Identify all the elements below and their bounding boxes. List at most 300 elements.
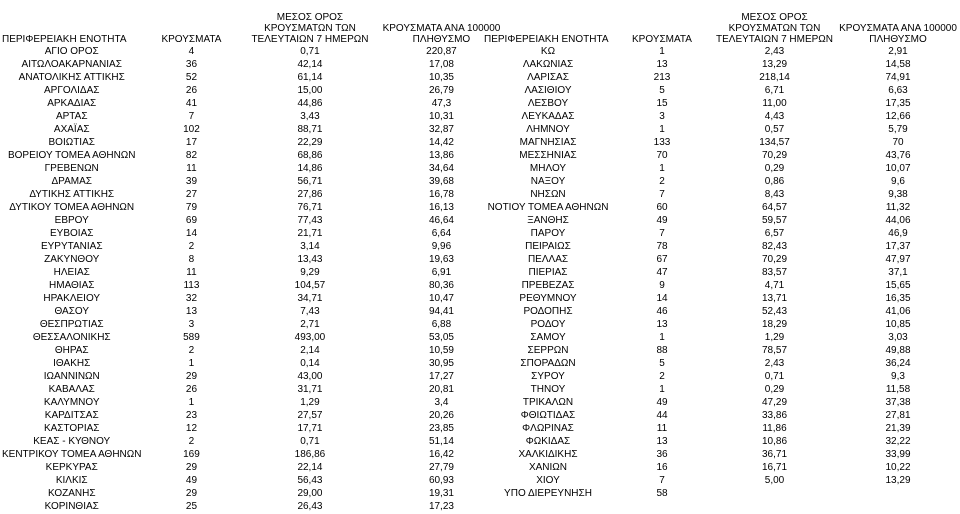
- avg7-cell: 8,43: [764, 189, 785, 200]
- per100k-cell: 15,65: [885, 280, 911, 291]
- cases-cell: 2: [659, 176, 665, 187]
- avg7-cell: 2,43: [764, 46, 785, 57]
- region-cell: ΛΑΚΩΝΙΑΣ: [522, 59, 574, 70]
- region-cell: ΝΗΣΩΝ: [530, 189, 566, 200]
- header-per100k: ΚΡΟΥΣΜΑΤΑ ΑΝΑ 100000 ΠΛΗΘΥΣΜΟ: [839, 23, 957, 45]
- cases-cell: 15: [656, 98, 668, 109]
- table-row: [2, 448, 504, 461]
- table-row: [2, 279, 504, 292]
- cases-cell: 49: [656, 397, 668, 408]
- per100k-cell: 10,59: [428, 345, 454, 356]
- cases-cell: 1: [659, 124, 665, 135]
- per100k-cell: 13,29: [885, 475, 911, 486]
- avg7-cell: 22,29: [297, 137, 323, 148]
- cases-cell: 2: [188, 345, 195, 356]
- table-row: [2, 45, 504, 58]
- region-cell: ΤΗΝΟΥ: [530, 384, 566, 395]
- cases-cell: 13: [656, 59, 668, 70]
- avg7-cell: 26,43: [297, 501, 323, 512]
- region-cell: ΜΗΛΟΥ: [529, 163, 567, 174]
- table-row: [484, 305, 959, 318]
- region-cell: ΚΑΒΑΛΑΣ: [48, 384, 95, 395]
- cases-cell: 60: [656, 202, 668, 213]
- cases-cell: 46: [656, 306, 668, 317]
- table-row: [484, 383, 959, 396]
- avg7-cell: 47,29: [761, 397, 788, 408]
- cases-cell: 82: [185, 150, 198, 161]
- table-row: [2, 201, 504, 214]
- table-row: [2, 357, 504, 370]
- per100k-cell: 23,85: [428, 423, 454, 434]
- per100k-cell: 20,26: [428, 410, 454, 421]
- avg7-cell: 0,71: [300, 436, 320, 447]
- per100k-cell: 80,36: [428, 280, 454, 291]
- avg7-cell: 2,43: [764, 358, 785, 369]
- per100k-cell: 33,99: [885, 449, 911, 460]
- region-cell: ΑΓΙΟ ΟΡΟΣ: [44, 46, 99, 57]
- region-cell: ΙΩΑΝΝΙΝΩΝ: [43, 371, 100, 382]
- region-cell: ΚΑΣΤΟΡΙΑΣ: [43, 423, 100, 434]
- per100k-cell: 27,79: [428, 462, 454, 473]
- cases-cell: 13: [656, 319, 668, 330]
- table-row: [2, 409, 504, 422]
- per100k-cell: 32,87: [428, 124, 454, 135]
- cases-cell: 36: [185, 59, 198, 70]
- avg7-cell: 0,14: [300, 358, 320, 369]
- region-cell: ΝΟΤΙΟΥ ΤΟΜΕΑ ΑΘΗΝΩΝ: [487, 202, 609, 213]
- avg7-cell: 2,71: [300, 319, 320, 330]
- table-row: [2, 344, 504, 357]
- per100k-cell: 17,37: [885, 241, 911, 252]
- per100k-cell: 41,06: [885, 306, 911, 317]
- region-cell: ΖΑΚΥΝΘΟΥ: [44, 254, 100, 265]
- cases-cell: 49: [185, 475, 198, 486]
- avg7-cell: 21,71: [297, 228, 323, 239]
- per100k-cell: 14,58: [885, 59, 911, 70]
- cases-cell: 17: [185, 137, 198, 148]
- table-row: [2, 162, 504, 175]
- avg7-cell: 3,43: [300, 111, 320, 122]
- cases-cell: 12: [185, 423, 198, 434]
- per100k-cell: 9,96: [431, 241, 452, 252]
- cases-cell: 7: [659, 228, 665, 239]
- region-cell: ΚΩ: [540, 46, 556, 57]
- per100k-cell: 20,81: [428, 384, 454, 395]
- avg7-cell: 104,57: [294, 280, 326, 291]
- cases-cell: 67: [656, 254, 668, 265]
- per100k-cell: 51,14: [428, 436, 454, 447]
- avg7-cell: 27,86: [297, 189, 323, 200]
- avg7-cell: 88,71: [297, 124, 323, 135]
- per100k-cell: 32,22: [885, 436, 911, 447]
- avg7-cell: 0,86: [764, 176, 785, 187]
- table-body-left: [2, 45, 504, 513]
- region-cell: ΣΕΡΡΩΝ: [527, 345, 569, 356]
- table-row: [484, 162, 959, 175]
- header-row: [484, 4, 959, 45]
- cases-cell: 47: [656, 267, 668, 278]
- region-cell: ΔΥΤΙΚΗΣ ΑΤΤΙΚΗΣ: [29, 189, 115, 200]
- table-row: [2, 149, 504, 162]
- region-cell: ΚΑΡΔΙΤΣΑΣ: [44, 410, 99, 421]
- table-row: [484, 97, 959, 110]
- table-row: [2, 292, 504, 305]
- avg7-cell: 14,86: [297, 163, 323, 174]
- table-row: [484, 370, 959, 383]
- avg7-cell: 9,29: [300, 267, 320, 278]
- table-row: [484, 253, 959, 266]
- region-cell: ΘΕΣΣΑΛΟΝΙΚΗΣ: [32, 332, 111, 343]
- cases-cell: 44: [656, 410, 668, 421]
- per100k-cell: 19,63: [428, 254, 454, 265]
- region-cell: ΞΑΝΘΗΣ: [527, 215, 569, 226]
- avg7-cell: 31,71: [297, 384, 323, 395]
- header-per100k: ΚΡΟΥΣΜΑΤΑ ΑΝΑ 100000 ΠΛΗΘΥΣΜΟ: [382, 23, 501, 45]
- per100k-cell: 39,68: [428, 176, 454, 187]
- per100k-cell: 21,39: [885, 423, 911, 434]
- avg7-cell: 18,29: [761, 319, 788, 330]
- region-cell: ΠΡΕΒΕΖΑΣ: [521, 280, 575, 291]
- table-row: [484, 461, 959, 474]
- cases-cell: 5: [659, 358, 665, 369]
- table-body-right: [484, 45, 959, 500]
- cases-cell: 1: [188, 397, 195, 408]
- avg7-cell: 0,57: [764, 124, 785, 135]
- cases-cell: 133: [653, 137, 671, 148]
- cases-cell: 32: [185, 293, 198, 304]
- region-cell: ΘΑΣΟΥ: [54, 306, 90, 317]
- per100k-cell: 53,05: [428, 332, 454, 343]
- avg7-cell: 78,57: [761, 345, 788, 356]
- per100k-cell: 12,66: [885, 111, 911, 122]
- avg7-cell: 56,43: [297, 475, 323, 486]
- avg7-cell: 218,14: [759, 72, 790, 83]
- avg7-cell: 27,57: [297, 410, 323, 421]
- region-cell: ΓΡΕΒΕΝΩΝ: [44, 163, 99, 174]
- cases-cell: 39: [185, 176, 198, 187]
- region-cell: ΛΕΣΒΟΥ: [527, 98, 569, 109]
- avg7-cell: 56,71: [297, 176, 323, 187]
- per100k-cell: 3,4: [434, 397, 449, 408]
- region-cell: ΘΕΣΠΡΩΤΙΑΣ: [39, 319, 104, 330]
- avg7-cell: 134,57: [759, 137, 790, 148]
- header-region: ΠΕΡΙΦΕΡΕΙΑΚΗ ΕΝΟΤΗΤΑ: [2, 34, 127, 45]
- per100k-cell: 16,13: [428, 202, 454, 213]
- avg7-cell: 68,86: [297, 150, 323, 161]
- table-row: [484, 201, 959, 214]
- header-cases: ΚΡΟΥΣΜΑΤΑ: [161, 34, 222, 45]
- per100k-cell: 47,3: [431, 98, 452, 109]
- region-cell: ΠΑΡΟΥ: [530, 228, 566, 239]
- region-cell: ΡΕΘΥΜΝΟΥ: [519, 293, 577, 304]
- table-row: [484, 487, 959, 500]
- avg7-cell: 13,43: [297, 254, 323, 265]
- table-row: [484, 396, 959, 409]
- per100k-cell: 16,35: [885, 293, 911, 304]
- cases-cell: 14: [656, 293, 668, 304]
- per100k-cell: 27,81: [885, 410, 911, 421]
- region-cell: ΘΗΡΑΣ: [54, 345, 89, 356]
- per100k-cell: [837, 487, 959, 500]
- cases-cell: 52: [185, 72, 198, 83]
- per100k-cell: 11,58: [885, 384, 911, 395]
- avg7-cell: 11,86: [762, 423, 787, 434]
- cases-cell: 9: [659, 280, 665, 291]
- cases-cell: 2: [188, 241, 195, 252]
- region-cell: ΣΑΜΟΥ: [530, 332, 566, 343]
- table-row: [484, 214, 959, 227]
- avg7-cell: 43,00: [297, 371, 323, 382]
- avg7-cell: [712, 487, 837, 500]
- avg7-cell: 15,00: [297, 85, 323, 96]
- cases-cell: 23: [185, 410, 198, 421]
- avg7-cell: 17,71: [297, 423, 323, 434]
- avg7-cell: 77,43: [297, 215, 323, 226]
- table-row: [2, 318, 504, 331]
- region-cell: ΚΕΑΣ - ΚΥΘΝΟΥ: [33, 436, 111, 447]
- region-cell: ΠΙΕΡΙΑΣ: [528, 267, 568, 278]
- per100k-cell: 6,88: [431, 319, 452, 330]
- region-cell: ΛΑΡΙΣΑΣ: [527, 72, 569, 83]
- region-cell: ΑΡΤΑΣ: [55, 111, 88, 122]
- region-cell: ΒΟΡΕΙΟΥ ΤΟΜΕΑ ΑΘΗΝΩΝ: [7, 150, 136, 161]
- region-cell: ΤΡΙΚΑΛΩΝ: [522, 397, 574, 408]
- table-row: [484, 240, 959, 253]
- per100k-cell: 17,27: [428, 371, 454, 382]
- cases-cell: 1: [188, 358, 195, 369]
- per100k-cell: 9,6: [891, 176, 905, 187]
- avg7-cell: 34,71: [297, 293, 323, 304]
- table-row: [2, 188, 504, 201]
- per100k-cell: 13,86: [428, 150, 454, 161]
- cases-cell: 3: [659, 111, 665, 122]
- per100k-cell: 10,07: [885, 163, 911, 174]
- table-row: [2, 253, 504, 266]
- per100k-cell: 17,08: [428, 59, 454, 70]
- table-row: [2, 461, 504, 474]
- cases-cell: 2: [659, 371, 665, 382]
- per100k-cell: 37,1: [888, 267, 908, 278]
- header-cases: ΚΡΟΥΣΜΑΤΑ: [632, 34, 692, 45]
- table-row: [484, 318, 959, 331]
- per100k-cell: 6,91: [431, 267, 452, 278]
- region-cell: ΜΕΣΣΗΝΙΑΣ: [519, 150, 577, 161]
- table-row: [2, 84, 504, 97]
- cases-table-right: [484, 4, 959, 500]
- header-region: ΠΕΡΙΦΕΡΕΙΑΚΗ ΕΝΟΤΗΤΑ: [484, 34, 609, 45]
- table-row: [484, 435, 959, 448]
- avg7-cell: 4,71: [764, 280, 785, 291]
- per100k-cell: 34,64: [428, 163, 454, 174]
- region-cell: ΚΕΡΚΥΡΑΣ: [45, 462, 98, 473]
- table-row: [2, 487, 504, 500]
- header-avg7: ΜΕΣΟΣ ΟΡΟΣ ΚΡΟΥΣΜΑΤΩΝ ΤΩΝ ΤΕΛΕΥΤΑΙΩΝ 7 ΗΜΕΡΩΝ: [251, 12, 369, 45]
- region-cell: ΑΧΑΪΑΣ: [53, 124, 90, 135]
- avg7-cell: 1,29: [300, 397, 320, 408]
- region-cell: ΦΘΙΩΤΙΔΑΣ: [520, 410, 576, 421]
- avg7-cell: 0,71: [764, 371, 785, 382]
- cases-cell: 16: [656, 462, 668, 473]
- avg7-cell: 33,86: [761, 410, 788, 421]
- table-row: [484, 123, 959, 136]
- avg7-cell: 2,14: [300, 345, 320, 356]
- avg7-cell: 44,86: [297, 98, 323, 109]
- region-cell: ΗΡΑΚΛΕΙΟΥ: [43, 293, 101, 304]
- avg7-cell: 0,71: [300, 46, 320, 57]
- per100k-cell: 10,47: [428, 293, 454, 304]
- cases-cell: 2: [188, 436, 195, 447]
- region-cell: ΛΕΥΚΑΔΑΣ: [521, 111, 575, 122]
- avg7-cell: 493,00: [294, 332, 326, 343]
- avg7-cell: 13,29: [761, 59, 788, 70]
- per100k-cell: 3,03: [888, 332, 908, 343]
- cases-cell: 69: [185, 215, 198, 226]
- region-cell: ΕΥΒΟΙΑΣ: [50, 228, 94, 239]
- table-row: [2, 175, 504, 188]
- region-cell: ΦΛΩΡΙΝΑΣ: [522, 423, 574, 434]
- table-row: [2, 500, 504, 513]
- per100k-cell: 43,76: [885, 150, 911, 161]
- avg7-cell: 13,71: [761, 293, 788, 304]
- cases-cell: 14: [185, 228, 198, 239]
- per100k-cell: 37,38: [885, 397, 911, 408]
- region-cell: ΚΙΛΚΙΣ: [55, 475, 88, 486]
- cases-cell: 70: [656, 150, 668, 161]
- region-cell: ΑΡΚΑΔΙΑΣ: [47, 98, 97, 109]
- per100k-cell: 19,31: [428, 488, 454, 499]
- region-cell: ΧΑΝΙΩΝ: [528, 462, 568, 473]
- cases-cell: 8: [188, 254, 195, 265]
- table-row: [2, 97, 504, 110]
- table-row: [2, 123, 504, 136]
- cases-table-left: [2, 4, 504, 513]
- header-row: [2, 4, 504, 45]
- per100k-cell: 11,32: [885, 202, 911, 213]
- avg7-cell: 64,57: [761, 202, 788, 213]
- table-row: [484, 175, 959, 188]
- avg7-cell: 76,71: [297, 202, 323, 213]
- per100k-cell: 2,91: [888, 46, 908, 57]
- region-cell: ΚΟΖΑΝΗΣ: [47, 488, 96, 499]
- cases-cell: 1: [659, 46, 665, 57]
- per100k-cell: 36,24: [885, 358, 911, 369]
- avg7-cell: 186,86: [294, 449, 326, 460]
- per100k-cell: 47,97: [885, 254, 911, 265]
- per100k-cell: 46,9: [888, 228, 908, 239]
- cases-cell: 169: [183, 449, 200, 460]
- per100k-cell: 26,79: [428, 85, 454, 96]
- table-row: [2, 227, 504, 240]
- per100k-cell: 16,42: [428, 449, 454, 460]
- region-cell: ΡΟΔΟΠΗΣ: [523, 306, 573, 317]
- cases-cell: 3: [188, 319, 195, 330]
- per100k-cell: 70: [892, 137, 904, 148]
- region-cell: ΕΥΡΥΤΑΝΙΑΣ: [40, 241, 103, 252]
- avg7-cell: 59,57: [761, 215, 788, 226]
- cases-cell: 5: [659, 85, 665, 96]
- region-cell: ΛΗΜΝΟΥ: [526, 124, 570, 135]
- cases-cell: 1: [659, 332, 665, 343]
- region-cell: ΚΕΝΤΡΙΚΟΥ ΤΟΜΕΑ ΑΘΗΝΩΝ: [2, 449, 142, 460]
- table-row: [2, 266, 504, 279]
- table-row: [2, 474, 504, 487]
- cases-cell: 29: [185, 488, 198, 499]
- table-row: [484, 188, 959, 201]
- region-cell: ΑΝΑΤΟΛΙΚΗΣ ΑΤΤΙΚΗΣ: [18, 72, 125, 83]
- region-cell: ΜΑΓΝΗΣΙΑΣ: [519, 137, 577, 148]
- cases-cell: 78: [656, 241, 668, 252]
- per100k-cell: 9,38: [888, 189, 908, 200]
- region-cell: ΧΙΟΥ: [536, 475, 560, 486]
- cases-cell: 13: [656, 436, 668, 447]
- table-row: [484, 422, 959, 435]
- cases-cell: 26: [185, 384, 198, 395]
- cases-cell: 36: [656, 449, 668, 460]
- avg7-cell: 0,29: [764, 384, 785, 395]
- region-cell: ΑΙΤΩΛΟΑΚΑΡΝΑΝΙΑΣ: [21, 59, 122, 70]
- cases-cell: 41: [185, 98, 198, 109]
- header-avg7: ΜΕΣΟΣ ΟΡΟΣ ΚΡΟΥΣΜΑΤΩΝ ΤΩΝ ΤΕΛΕΥΤΑΙΩΝ 7 ΗΜΕΡΩΝ: [715, 12, 834, 45]
- region-cell: ΙΘΑΚΗΣ: [53, 358, 91, 369]
- region-cell: ΠΕΛΛΑΣ: [527, 254, 569, 265]
- per100k-cell: 10,85: [885, 319, 911, 330]
- per100k-cell: 94,41: [428, 306, 454, 317]
- table-row: [2, 422, 504, 435]
- table-row: [484, 84, 959, 97]
- avg7-cell: 3,14: [300, 241, 320, 252]
- cases-cell: 113: [183, 280, 200, 291]
- avg7-cell: 4,43: [764, 111, 785, 122]
- table-row: [484, 110, 959, 123]
- cases-cell: 7: [659, 475, 665, 486]
- table-row: [484, 292, 959, 305]
- cases-cell: 7: [188, 111, 195, 122]
- region-cell: ΣΥΡΟΥ: [531, 371, 565, 382]
- region-cell: ΚΑΛΥΜΝΟΥ: [43, 397, 100, 408]
- avg7-cell: 6,71: [764, 85, 785, 96]
- table-row: [484, 409, 959, 422]
- avg7-cell: 36,71: [761, 449, 788, 460]
- cases-cell: 4: [188, 46, 195, 57]
- table-row: [484, 149, 959, 162]
- cases-cell: 29: [185, 371, 198, 382]
- table-row: [484, 45, 959, 58]
- table-row: [484, 331, 959, 344]
- avg7-cell: 29,00: [297, 488, 323, 499]
- avg7-cell: 1,29: [764, 332, 785, 343]
- per100k-cell: 6,64: [431, 228, 452, 239]
- table-row: [2, 110, 504, 123]
- avg7-cell: 6,57: [764, 228, 785, 239]
- per100k-cell: 30,95: [428, 358, 454, 369]
- cases-cell: 79: [185, 202, 198, 213]
- table-row: [484, 71, 959, 84]
- avg7-cell: 70,29: [761, 254, 788, 265]
- avg7-cell: 42,14: [297, 59, 323, 70]
- table-row: [2, 396, 504, 409]
- cases-cell: 589: [183, 332, 200, 343]
- region-cell: ΑΡΓΟΛΙΔΑΣ: [44, 85, 100, 96]
- region-cell: ΦΩΚΙΔΑΣ: [525, 436, 571, 447]
- per100k-cell: 46,64: [428, 215, 454, 226]
- per100k-cell: 16,78: [428, 189, 454, 200]
- table-row: [2, 331, 504, 344]
- avg7-cell: 5,00: [764, 475, 785, 486]
- cases-cell: 11: [186, 267, 197, 278]
- per100k-cell: 17,23: [428, 501, 454, 512]
- table-row: [484, 344, 959, 357]
- region-cell: ΔΥΤΙΚΟΥ ΤΟΜΕΑ ΑΘΗΝΩΝ: [9, 202, 135, 213]
